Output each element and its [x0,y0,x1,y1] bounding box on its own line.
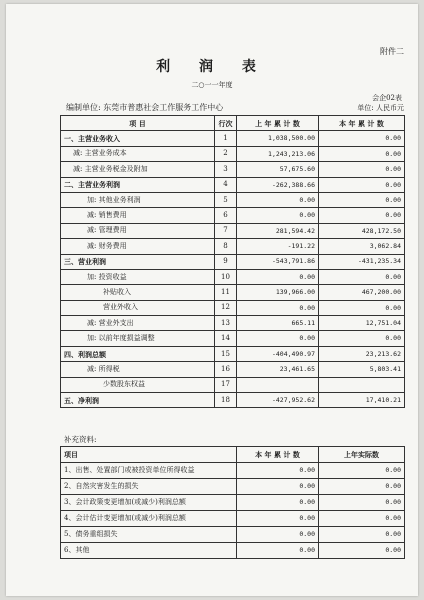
supplement-current-value: 0.00 [237,463,319,479]
row-last-year-value: 1,243,213.06 [237,146,319,161]
row-current-year-value: 0.00 [319,162,405,177]
row-current-year-value: 23,213.62 [319,346,405,361]
table-row [61,316,405,331]
row-current-year-value: 0.00 [319,177,405,192]
row-line-number: 15 [215,346,237,361]
row-last-year-value: 23,461.65 [237,362,319,377]
supplement-last-value: 0.00 [319,543,405,559]
table-row [61,300,405,315]
supplement-last-value: 0.00 [319,463,405,479]
row-last-year-value: 57,675.60 [237,162,319,177]
row-line-number: 9 [215,254,237,269]
row-item: 减: 管理费用 [61,223,215,238]
table-row [61,362,405,377]
table-row [61,162,405,177]
row-line-number: 18 [215,393,237,408]
row-item: 四、利润总额 [61,346,215,361]
row-line-number: 7 [215,223,237,238]
row-last-year-value: 281,594.42 [237,223,319,238]
supplement-header-row [61,447,405,463]
header-current-year: 本 年 累 计 数 [319,116,405,131]
row-current-year-value: 0.00 [319,192,405,207]
supplement-item: 5、债务重组损失 [61,527,237,543]
table-row [61,285,405,300]
table-row [61,269,405,284]
row-last-year-value: 0.00 [237,331,319,346]
row-last-year-value: 139,966.00 [237,285,319,300]
currency-label: 单位: 人民币元 [357,104,404,112]
table-header-row [61,116,405,131]
supplement-row [61,511,405,527]
row-current-year-value: 0.00 [319,269,405,284]
row-line-number: 10 [215,269,237,284]
row-item: 减: 主营业务税金及附加 [61,162,215,177]
supplement-row [61,479,405,495]
table-row [61,239,405,254]
row-item: 五、净利润 [61,393,215,408]
header-item: 项 目 [61,116,215,131]
row-last-year-value [237,377,319,392]
annex-label: 附件二 [380,47,404,56]
table-row [61,146,405,161]
supplement-row [61,495,405,511]
table-row [61,192,405,207]
row-item: 加: 投资收益 [61,269,215,284]
row-item: 补贴收入 [61,285,215,300]
row-current-year-value: 0.00 [319,331,405,346]
table-row [61,131,405,146]
row-item: 减: 所得税 [61,362,215,377]
supplement-current-value: 0.00 [237,495,319,511]
row-current-year-value: 467,200.00 [319,285,405,300]
row-current-year-value: -431,235.34 [319,254,405,269]
row-last-year-value: 0.00 [237,208,319,223]
supplement-item: 3、会计政策变更增加(或减少)利润总额 [61,495,237,511]
row-item: 减: 主营业务成本 [61,146,215,161]
table-row [61,254,405,269]
row-line-number: 13 [215,316,237,331]
row-current-year-value: 0.00 [319,146,405,161]
supplement-header-current: 本 年 累 计 数 [237,447,319,463]
row-current-year-value: 5,803.41 [319,362,405,377]
row-last-year-value: 665.11 [237,316,319,331]
row-line-number: 6 [215,208,237,223]
row-item: 二、主营业务利润 [61,177,215,192]
row-current-year-value: 3,062.84 [319,239,405,254]
row-item: 少数股东权益 [61,377,215,392]
table-row [61,393,405,408]
header-line: 行次 [215,116,237,131]
supplement-last-value: 0.00 [319,511,405,527]
row-item: 减: 财务费用 [61,239,215,254]
supplement-title: 补充资料: [64,435,97,444]
supplement-header-item: 项目 [61,447,237,463]
row-line-number: 14 [215,331,237,346]
row-line-number: 12 [215,300,237,315]
row-current-year-value [319,377,405,392]
row-current-year-value: 428,172.50 [319,223,405,238]
supplement-current-value: 0.00 [237,479,319,495]
row-last-year-value: -427,952.62 [237,393,319,408]
row-last-year-value: -191.22 [237,239,319,254]
table-row [61,177,405,192]
form-number: 会企02表 [372,94,402,102]
row-current-year-value: 0.00 [319,208,405,223]
row-last-year-value: 0.00 [237,269,319,284]
row-line-number: 11 [215,285,237,300]
row-item: 三、营业利润 [61,254,215,269]
row-last-year-value: -404,490.97 [237,346,319,361]
row-line-number: 8 [215,239,237,254]
row-current-year-value: 12,751.04 [319,316,405,331]
table-row [61,223,405,238]
supplement-current-value: 0.00 [237,511,319,527]
row-last-year-value: 0.00 [237,300,319,315]
supplement-item: 4、会计估计变更增加(或减少)利润总额 [61,511,237,527]
row-last-year-value: -262,388.66 [237,177,319,192]
document-page [6,4,418,596]
row-line-number: 3 [215,162,237,177]
row-line-number: 1 [215,131,237,146]
supplementary-table [60,446,405,559]
row-item: 加: 其他业务利润 [61,192,215,207]
header-info-row [66,102,404,114]
table-row [61,208,405,223]
supplement-row [61,527,405,543]
row-item: 营业外收入 [61,300,215,315]
report-year: 二○一一年度 [191,81,233,89]
organization-label: 编制单位: 东莞市普惠社会工作服务工作中心 [66,103,224,112]
row-last-year-value: -543,791.86 [237,254,319,269]
supplement-last-value: 0.00 [319,479,405,495]
row-current-year-value: 17,410.21 [319,393,405,408]
table-row [61,377,405,392]
supplement-current-value: 0.00 [237,527,319,543]
row-line-number: 4 [215,177,237,192]
page-title: 利 润 表 [156,59,268,75]
row-item: 减: 销售费用 [61,208,215,223]
row-line-number: 2 [215,146,237,161]
supplement-row [61,463,405,479]
row-last-year-value: 1,038,500.00 [237,131,319,146]
supplement-last-value: 0.00 [319,495,405,511]
row-item: 加: 以前年度损益调整 [61,331,215,346]
row-line-number: 5 [215,192,237,207]
income-statement-table [60,115,405,408]
row-item: 减: 营业外支出 [61,316,215,331]
row-current-year-value: 0.00 [319,131,405,146]
supplement-header-last: 上年实际数 [319,447,405,463]
header-last-year: 上 年 累 计 数 [237,116,319,131]
row-line-number: 16 [215,362,237,377]
table-row [61,346,405,361]
table-row [61,331,405,346]
supplement-item: 2、自然灾害发生的损失 [61,479,237,495]
row-last-year-value: 0.00 [237,192,319,207]
row-line-number: 17 [215,377,237,392]
supplement-row [61,543,405,559]
supplement-current-value: 0.00 [237,543,319,559]
supplement-last-value: 0.00 [319,527,405,543]
supplement-item: 1、出售、处置部门或被投资单位所得收益 [61,463,237,479]
row-current-year-value: 0.00 [319,300,405,315]
row-item: 一、主营业务收入 [61,131,215,146]
supplement-item: 6、其他 [61,543,237,559]
